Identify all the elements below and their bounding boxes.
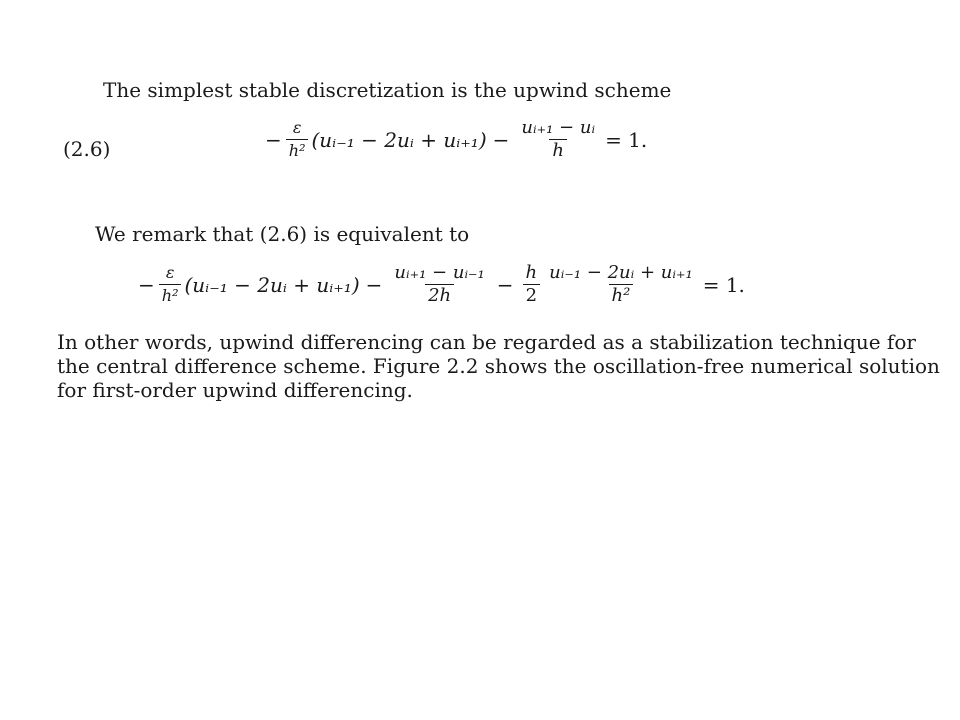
eq2-parenthetical: (uᵢ₋₁ − 2uᵢ + uᵢ₊₁): [184, 272, 360, 297]
paragraph-line-3: for first-order upwind differencing.: [57, 378, 413, 402]
eq2-frac1-numerator: ε: [165, 263, 175, 282]
equation-number: (2.6): [63, 137, 111, 161]
eq1-rhs: = 1.: [605, 127, 648, 152]
eq2-epsilon-fraction: [159, 263, 182, 306]
eq1-frac1-denominator: h²: [286, 139, 309, 161]
eq2-frac2-denominator: 2h: [425, 284, 454, 306]
remark-sentence: We remark that (2.6) is equivalent to: [95, 222, 470, 246]
eq1-difference-fraction: [518, 118, 598, 161]
eq2-frac3-denominator: 2: [523, 284, 540, 306]
eq2-half-h-fraction: [523, 263, 541, 306]
intro-sentence: The simplest stable discretization is the upwind scheme: [103, 78, 672, 102]
eq2-frac4-denominator: h²: [609, 284, 634, 306]
eq1-epsilon-fraction: [286, 118, 309, 161]
eq2-leading-minus: −: [138, 272, 155, 297]
upwind-scheme-equation: [265, 118, 653, 161]
eq1-frac2-denominator: h: [549, 139, 567, 161]
eq2-second-difference-fraction: [546, 263, 696, 306]
paragraph-line-1: In other words, upwind differencing can be regarded as a stabilization technique for: [57, 330, 916, 354]
eq1-minus: −: [492, 127, 510, 152]
equivalent-equation: [138, 263, 751, 306]
eq1-frac1-numerator: ε: [292, 118, 302, 137]
paragraph-line-2: the central difference scheme. Figure 2.2 shows the oscillation-free numerical solution: [57, 354, 940, 378]
eq2-rhs: = 1.: [702, 272, 745, 297]
eq2-central-difference-fraction: [391, 263, 487, 306]
eq2-frac2-numerator: uᵢ₊₁ − uᵢ₋₁: [394, 262, 485, 283]
eq2-frac4-numerator: uᵢ₋₁ − 2uᵢ + uᵢ₊₁: [549, 262, 693, 283]
closing-paragraph: [57, 330, 940, 402]
eq2-frac1-denominator: h²: [159, 284, 182, 306]
eq1-parenthetical: (uᵢ₋₁ − 2uᵢ + uᵢ₊₁): [311, 127, 487, 152]
eq2-minus-1: −: [365, 272, 383, 297]
eq2-frac3-numerator: h: [525, 262, 538, 283]
eq2-minus-2: −: [496, 272, 514, 297]
eq1-leading-minus: −: [265, 127, 282, 152]
eq1-frac2-numerator: uᵢ₊₁ − uᵢ: [521, 117, 596, 138]
